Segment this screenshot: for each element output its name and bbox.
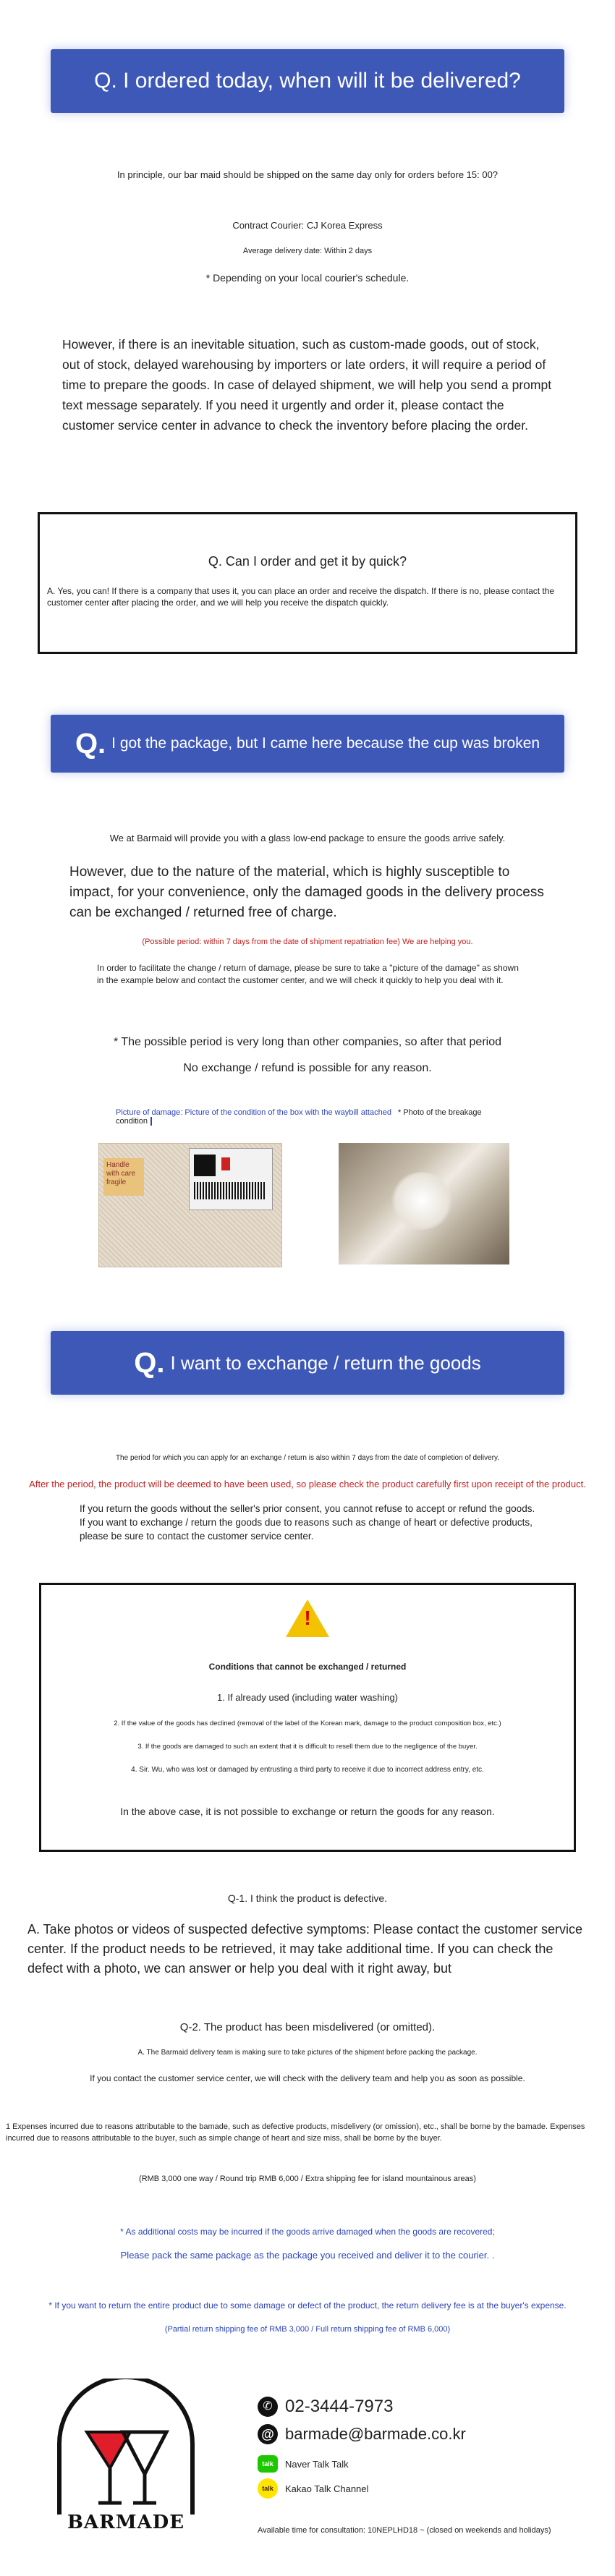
defective-answer: A. Take photos or videos of suspected defective symptoms: Please contact the customer service center. If the product needs to be retrieved, it may take additional time. If you can check the defect with a photo, we can answer or help you deal with it right away, but <box>27 1922 583 1976</box>
phone-number[interactable]: 02-3444-7973 <box>285 2397 394 2416</box>
if-return-paragraph: If you return the goods without the seller's prior consent, you cannot refuse to accept or refund the goods. If you want to exchange / return the goods due to reasons such as change of heart or defective products, please be sure to contact the customer service center. <box>80 1503 535 1542</box>
misdelivered-question: Q-2. The product has been misdelivered (or omitted). <box>179 2021 436 2033</box>
expenses-paragraph: 1 Expenses incurred due to reasons attributable to the bamade, such as defective products, misdelivery (or omission), etc., shall be borne by the bamade. Expenses incurred due to reasons attributable to the buyer, such as simple change of heart and size miss, shall be borne by the buyer. <box>6 2122 585 2143</box>
period-long-text: * The possible period is very long than other companies, so after that period <box>113 1036 501 1048</box>
email-icon: @ <box>258 2424 278 2444</box>
quick-title: Q. Can I order and get it by quick? <box>208 554 407 569</box>
average-delivery-text: Average delivery date: Within 2 days <box>242 247 373 255</box>
kakao-talk-label[interactable]: Kakao Talk Channel <box>285 2483 369 2494</box>
condition-2: 2. If the value of the goods has declined (removal of the label of the Korean mark, damage to the product composition box, etc.) <box>114 1720 501 1727</box>
banner-title: Q. I ordered today, when will it be delivered? <box>94 69 521 93</box>
conditions-box <box>39 1583 576 1852</box>
principle-text: In principle, our bar maid should be shipped on the same day only for orders before 15: 00? <box>116 169 499 180</box>
waybill-sticker <box>189 1148 273 1210</box>
consultation-hours: Available time for consultation: 10NEPLHD18 ~ (closed on weekends and holidays) <box>258 2526 551 2535</box>
broken-glass-icon <box>389 1172 454 1230</box>
kakao-talk-icon: talk <box>258 2478 278 2499</box>
marker-icon <box>221 1157 230 1170</box>
phone-row[interactable] <box>258 2396 393 2418</box>
no-exchange-text: No exchange / refund is possible for any reason. <box>183 1062 432 1074</box>
naver-talk-icon: talk <box>258 2455 278 2473</box>
broken-cup-banner <box>51 715 564 773</box>
conditions-title: Conditions that cannot be exchanged / returned <box>208 1662 407 1672</box>
kakao-row[interactable] <box>258 2478 368 2499</box>
delivery-question-banner <box>51 49 564 113</box>
above-case-text: In the above case, it is not possible to exchange or return the goods for any reason. <box>120 1806 495 1817</box>
after-period-warning: After the period, the product will be deemed to have been used, so please check the product carefully first upon receipt of the product. <box>29 1479 586 1489</box>
barcode-icon <box>194 1182 266 1199</box>
damage-caption-row <box>116 1108 492 1126</box>
condition-1: 1. If already used (including water washing) <box>216 1692 399 1703</box>
banner-title: I got the package, but I came here because the cup was broken <box>111 735 540 752</box>
damage-caption: Picture of damage: Picture of the condition of the box with the waybill attached <box>116 1108 391 1117</box>
package-intro: We at Barmaid will provide you with a glass low-end package to ensure the goods arrive safely. <box>109 833 506 843</box>
qr-code-icon <box>194 1155 216 1176</box>
additional-cost-text: * As additional costs may be incurred if the goods arrive damaged when the goods are recovered; <box>120 2227 495 2237</box>
barmade-logo <box>55 2379 197 2535</box>
facilitate-paragraph: In order to facilitate the change / return of damage, please be sure to take a "picture of the damage" as shown in the example below and contact the customer center, and we will check it quickly to help you deal with it. <box>97 963 519 985</box>
banner-title: I want to exchange / return the goods <box>170 1351 481 1374</box>
defective-question: Q-1. I think the product is defective. <box>227 1892 388 1904</box>
condition-4: 4. Sir. Wu, who was lost or damaged by entrusting a third party to receive it due to incorrect address entry, etc. <box>131 1766 484 1774</box>
email-row[interactable] <box>258 2423 466 2445</box>
email-address[interactable]: barmade@barmade.co.kr <box>285 2425 466 2443</box>
breakage-photo <box>339 1143 509 1264</box>
rmb-fee-text: (RMB 3,000 one way / Round trip RMB 6,000 / Extra shipping fee for island mountainous areas) <box>139 2175 476 2183</box>
brand-name: BARMADE <box>67 2512 185 2533</box>
exchange-period-text: The period for which you can apply for an exchange / return is also within 7 days from the date of completion of delivery. <box>115 1454 500 1462</box>
however-paragraph: However, if there is an inevitable situation, such as custom-made goods, out of stock, out of stock, delayed warehousing by importers or late orders, it will require a period of time to prepare the goods. In case of delayed shipment, we will help you send a prompt text message separately. If you need it urgently and order it, please contact the customer service center in advance to check the inventory before placing the order. <box>62 337 552 433</box>
possible-period-text: (Possible period: within 7 days from the date of shipment repatriation fee) We are helping you. <box>142 938 473 946</box>
banner-q-mark: Q. <box>75 727 106 760</box>
exchange-return-banner <box>51 1331 564 1395</box>
fragile-label-text2: fragile <box>106 1178 127 1186</box>
misdelivered-answer: A. The Barmaid delivery team is making sure to take pictures of the shipment before packing the package. <box>137 2049 478 2057</box>
breakage-caption: * Photo of the breakage condition <box>116 1108 482 1126</box>
quick-delivery-box <box>38 512 577 654</box>
partial-fee-text: (Partial return shipping fee of RMB 3,000 / Full return shipping fee of RMB 6,000) <box>164 2325 451 2334</box>
naver-talk-label[interactable]: Naver Talk Talk <box>285 2458 349 2470</box>
contact-text: If you contact the customer service center, we will check with the delivery team and help you as soon as possible. <box>90 2073 525 2083</box>
warning-symbol: ! <box>304 1607 311 1629</box>
damaged-box-photo <box>98 1143 282 1267</box>
banner-q-mark: Q. <box>134 1346 165 1379</box>
entire-return-text: * If you want to return the entire product due to some damage or defect of the product, the return delivery fee is at the buyer's expense. <box>48 2300 567 2311</box>
naver-row[interactable] <box>258 2454 349 2474</box>
depending-text: * Depending on your local courier's schedule. <box>205 272 410 284</box>
material-paragraph: However, due to the nature of the material, which is highly susceptible to impact, for your convenience, only the damaged goods in the delivery process can be exchanged / returned free of charge. <box>69 864 544 920</box>
pack-same-text: Please pack the same package as the package you received and deliver it to the courier. . <box>120 2250 495 2261</box>
phone-icon: ✆ <box>258 2397 278 2417</box>
fragile-label <box>103 1158 144 1196</box>
quick-answer: A. Yes, you can! If there is a company that uses it, you can place an order and receive the dispatch. If there is no, please contact the customer center after placing the order, and we will help you receive the dispatch quickly. <box>47 586 555 608</box>
fragile-label-text: Handle with care <box>106 1161 136 1178</box>
courier-text: Contract Courier: CJ Korea Express <box>232 220 383 231</box>
condition-3: 3. If the goods are damaged to such an extent that it is difficult to resell them due to the negligence of the buyer. <box>137 1743 478 1751</box>
